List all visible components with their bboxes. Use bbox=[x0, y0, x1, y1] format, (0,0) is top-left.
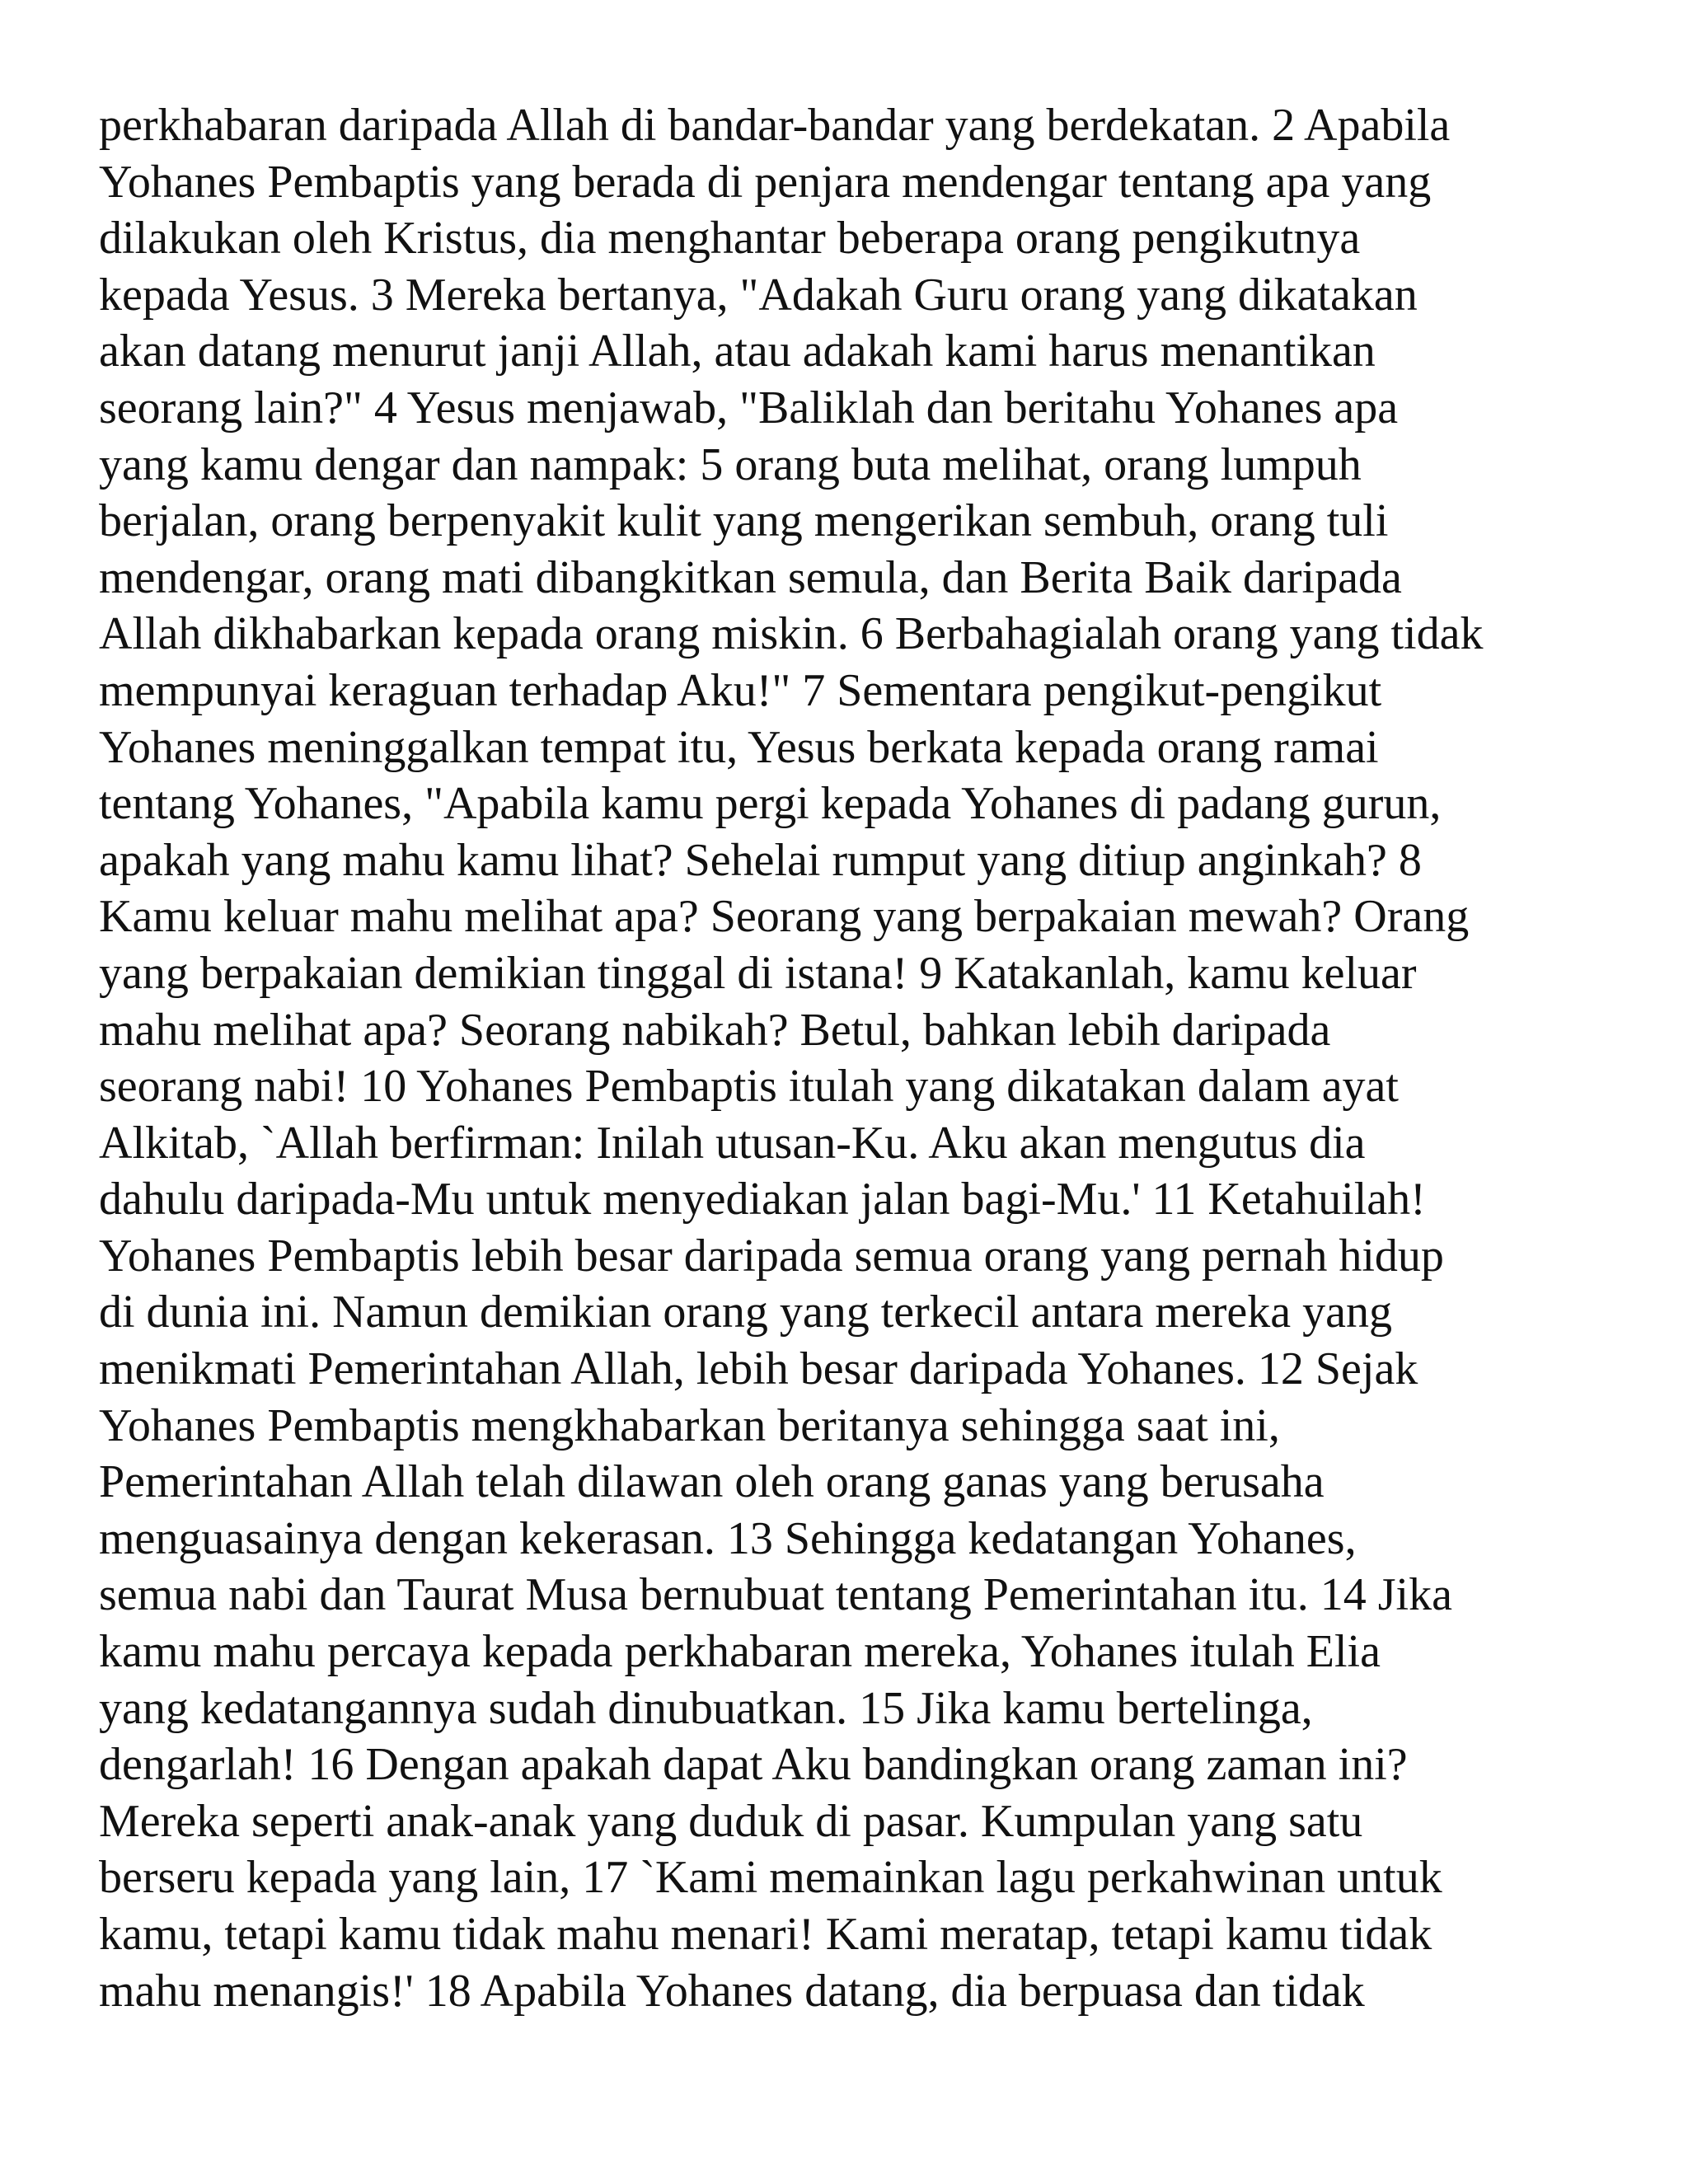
body-text bbox=[99, 97, 1624, 2019]
text-line: Yohanes Pembaptis yang berada di penjara mendengar tentang apa yang bbox=[99, 156, 1432, 208]
text-line: Yohanes Pembaptis mengkhabarkan beritanya sehingga saat ini, bbox=[99, 1399, 1280, 1451]
text-line: yang berpakaian demikian tinggal di istana! 9 Katakanlah, kamu keluar bbox=[99, 947, 1417, 999]
text-line: mempunyai keraguan terhadap Aku!" 7 Sementara pengikut-pengikut bbox=[99, 664, 1382, 716]
text-line: apakah yang mahu kamu lihat? Sehelai rumput yang ditiup anginkah? 8 bbox=[99, 834, 1422, 886]
text-line: di dunia ini. Namun demikian orang yang terkecil antara mereka yang bbox=[99, 1286, 1392, 1338]
text-line: Allah dikhabarkan kepada orang miskin. 6 Berbahagialah orang yang tidak bbox=[99, 608, 1484, 660]
text-line: menguasainya dengan kekerasan. 13 Sehingga kedatangan Yohanes, bbox=[99, 1512, 1357, 1564]
text-line: perkhabaran daripada Allah di bandar-bandar yang berdekatan. 2 Apabila bbox=[99, 100, 1451, 151]
text-line: mendengar, orang mati dibangkitkan semula, dan Berita Baik daripada bbox=[99, 551, 1402, 603]
text-line: Yohanes meninggalkan tempat itu, Yesus berkata kepada orang ramai bbox=[99, 721, 1379, 773]
text-line: kamu mahu percaya kepada perkhabaran mereka, Yohanes itulah Elia bbox=[99, 1626, 1381, 1678]
text-line: Alkitab, `Allah berfirman: Inilah utusan-Ku. Aku akan mengutus dia bbox=[99, 1117, 1366, 1169]
text-line: tentang Yohanes, "Apabila kamu pergi kepada Yohanes di padang gurun, bbox=[99, 778, 1442, 830]
text-line: yang kamu dengar dan nampak: 5 orang buta melihat, orang lumpuh bbox=[99, 438, 1362, 490]
text-line: akan datang menurut janji Allah, atau adakah kami harus menantikan bbox=[99, 326, 1376, 377]
text-line: dahulu daripada-Mu untuk menyediakan jalan bagi-Mu.' 11 Ketahuilah! bbox=[99, 1174, 1426, 1226]
text-line: mahu melihat apa? Seorang nabikah? Betul, bahkan lebih daripada bbox=[99, 1004, 1331, 1056]
text-line: semua nabi dan Taurat Musa bernubuat tentang Pemerintahan itu. 14 Jika bbox=[99, 1569, 1452, 1621]
text-line: berjalan, orang berpenyakit kulit yang mengerikan sembuh, orang tuli bbox=[99, 495, 1389, 547]
text-line: mahu menangis!' 18 Apabila Yohanes datang, dia berpuasa dan tidak bbox=[99, 1965, 1365, 2017]
text-line: Pemerintahan Allah telah dilawan oleh orang ganas yang berusaha bbox=[99, 1456, 1325, 1508]
text-line: kamu, tetapi kamu tidak mahu menari! Kami meratap, tetapi kamu tidak bbox=[99, 1909, 1432, 1960]
text-line: seorang nabi! 10 Yohanes Pembaptis itulah yang dikatakan dalam ayat bbox=[99, 1061, 1399, 1113]
text-line: menikmati Pemerintahan Allah, lebih besar daripada Yohanes. 12 Sejak bbox=[99, 1343, 1418, 1395]
text-line: yang kedatangannya sudah dinubuatkan. 15 Jika kamu bertelinga, bbox=[99, 1682, 1313, 1734]
text-line: seorang lain?" 4 Yesus menjawab, "Baliklah dan beritahu Yohanes apa bbox=[99, 382, 1399, 434]
text-line: dengarlah! 16 Dengan apakah dapat Aku bandingkan orang zaman ini? bbox=[99, 1739, 1408, 1791]
text-line: kepada Yesus. 3 Mereka bertanya, "Adakah Guru orang yang dikatakan bbox=[99, 269, 1418, 321]
text-line: Kamu keluar mahu melihat apa? Seorang yang berpakaian mewah? Orang bbox=[99, 891, 1470, 943]
text-line: dilakukan oleh Kristus, dia menghantar beberapa orang pengikutnya bbox=[99, 213, 1361, 265]
text-line: Mereka seperti anak-anak yang duduk di pasar. Kumpulan yang satu bbox=[99, 1795, 1363, 1847]
text-line: Yohanes Pembaptis lebih besar daripada semua orang yang pernah hidup bbox=[99, 1230, 1444, 1282]
text-line: berseru kepada yang lain, 17 `Kami memainkan lagu perkahwinan untuk bbox=[99, 1852, 1442, 1904]
